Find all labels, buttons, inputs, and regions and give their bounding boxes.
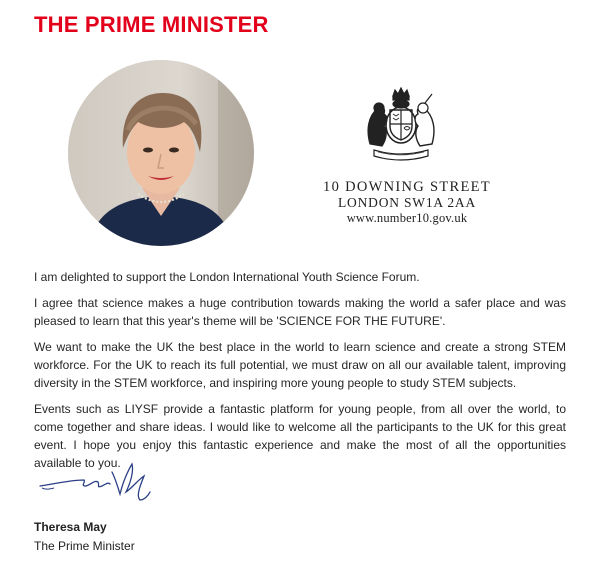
city-postcode: LONDON SW1A 2AA (338, 195, 476, 210)
portrait-photo (68, 60, 254, 246)
website-link[interactable]: www.number10.gov.uk (346, 211, 468, 225)
handwritten-signature (36, 458, 154, 504)
street-address: 10 DOWNING STREET (323, 179, 491, 195)
paragraph: We want to make the UK the best place in the world to learn science and create a strong STEM workforce. For the UK to reach its full potential, we must draw on all our available talent, improving diversity in the STEM workforce, and inspiring more young people to study STEM subjects. (34, 340, 566, 390)
letter-body (34, 268, 566, 480)
paragraph: Events such as LIYSF provide a fantastic platform for young people, from all over the world, to come together and share ideas. I would like to welcome all the participants to the UK for this great event. I hope you enjoy this fantastic experience and make the most of all the opportunities available to you. (34, 402, 566, 470)
royal-coat-of-arms-icon (360, 86, 442, 162)
address-block (312, 179, 502, 226)
paragraph: I agree that science makes a huge contribution towards making the world a safer place and was pleased to learn that this year's theme will be 'SCIENCE FOR THE FUTURE'. (34, 296, 566, 328)
signer-title: The Prime Minister (34, 539, 135, 553)
letterhead-title: THE PRIME MINISTER (34, 12, 269, 37)
paragraph: I am delighted to support the London International Youth Science Forum. (34, 270, 420, 284)
signer-name: Theresa May (34, 520, 107, 534)
